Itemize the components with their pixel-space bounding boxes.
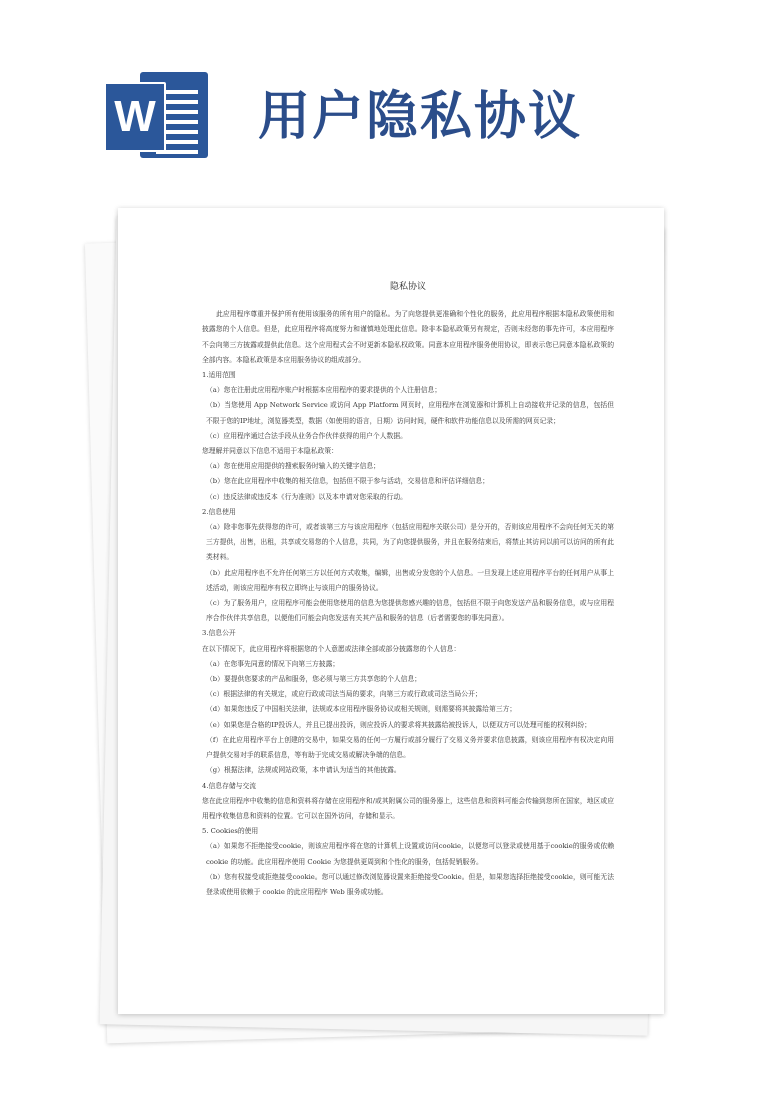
document-paragraph: （a）在您事先同意的情况下向第三方披露； — [206, 659, 340, 668]
document-paragraph: （d）如果您违反了中国相关法律，法规或本应用程序服务协议或相关规则，则需要将其披露给第三方； — [206, 705, 517, 714]
document-paragraph: 您在此应用程序中收集的信息和资料将存储在应用程序和/或其附属公司的服务器上，这些信息和资料可能会传输到您所在国家，地区或应用程序收集信息和资料的位置。它可以在国外访问，存储和显示。 — [202, 796, 614, 820]
paragraph-list — [202, 307, 614, 900]
header — [0, 0, 780, 200]
word-icon — [104, 68, 210, 162]
document-paragraph: （a）您在注册此应用程序账户时根据本应用程序的要求提供的个人注册信息； — [206, 386, 442, 395]
document-paragraph: 2.信息使用 — [202, 507, 236, 516]
document-body — [202, 280, 614, 900]
document-paragraph: （g）根据法律，法规或网站政策，本申请认为适当的其他披露。 — [206, 766, 401, 775]
document-paragraph: （c）为了服务用户，应用程序可能会使用您使用的信息为您提供您感兴趣的信息，包括但不限于向您发送产品和服务信息，或与应用程序合作伙伴共享信息，以便他们可能会向您发送有关其产品和服务的信息（后者需要您的事先同意）。 — [206, 599, 614, 623]
document-paragraph: （b）此应用程序也不允许任何第三方以任何方式收集，编辑，出售或分发您的个人信息。一旦发现上述应用程序平台的任何用户从事上述活动，则该应用程序有权立即终止与该用户的服务协议。 — [206, 568, 614, 592]
document-paragraph: 4.信息存储与交流 — [202, 781, 257, 790]
document-paragraph: （b）您有权接受或拒绝接受cookie。您可以通过修改浏览器设置来拒绝接受Cookie。但是，如果您选择拒绝接受cookie，则可能无法登录或使用依赖于 cookie 的此应用程序 Web 服务或功能。 — [206, 872, 614, 896]
document-paragraph: （a）如果您不拒绝接受cookie，则该应用程序将在您的计算机上设置或访问cookie，以便您可以登录或使用基于cookie的服务或依赖 cookie 的功能。此应用程序使用 Cookie 为您提供更周到和个性化的服务，包括促销服务。 — [206, 842, 614, 866]
document-paragraph: （c）根据法律的有关规定，或应行政或司法当局的要求，向第三方或行政或司法当局公开； — [206, 690, 482, 699]
document-paragraph: （c）应用程序通过合法手段从业务合作伙伴获得的用户个人数据。 — [206, 431, 407, 440]
document-paragraph: 5. Cookies的使用 — [202, 827, 259, 836]
document-paragraph: 1.适用范围 — [202, 371, 236, 380]
document-paragraph: （b）您在此应用程序中收集的相关信息，包括但不限于参与活动，交易信息和评估详细信息； — [206, 477, 490, 486]
document-paragraph: （b）当您使用 App Network Service 或访问 App Platform 网页时，应用程序在浏览器和计算机上自动接收并记录的信息，包括但不限于您的IP地址，浏览器类型，数据（如使用的语言，日期）访问时间，硬件和软件功能信息以及所需的网页记录； — [206, 401, 614, 425]
document-paragraph: 3.信息公开 — [202, 629, 236, 638]
document-page — [118, 208, 664, 1014]
document-paragraph: （a）您在使用应用提供的搜索服务时输入的关键字信息； — [206, 462, 380, 471]
word-icon-badge — [104, 82, 166, 152]
document-paragraph: （a）除非您事先获得您的许可，或者该第三方与该应用程序（包括应用程序关联公司）是分开的，否则该应用程序不会向任何无关的第三方提供，出售，出租，共享或交易您的个人信息，共同，为了向您提供服务，并且在服务结束后，将禁止其访问以前可以访问的所有此类材料。 — [206, 523, 614, 562]
document-paragraph: （e）如果您是合格的IP投诉人，并且已提出投诉，则应投诉人的要求将其披露给被投诉人，以便双方可以处理可能的权利纠纷； — [206, 720, 592, 729]
document-paragraph: 您理解并同意以下信息不适用于本隐私政策： — [202, 447, 338, 456]
document-paragraph: （b）要提供您要求的产品和服务，您必须与第三方共享您的个人信息； — [206, 675, 422, 684]
document-title: 隐私协议 — [389, 282, 426, 292]
document-paragraph: 在以下情况下，此应用程序将根据您的个人意愿或法律全部或部分披露您的个人信息： — [202, 644, 461, 653]
document-paragraph: （f）在此应用程序平台上创建的交易中，如果交易的任何一方履行或部分履行了交易义务并要求信息披露，则该应用程序有权决定向用户提供交易对手的联系信息，等有助于完成交易或解决争端的信息。 — [206, 735, 614, 760]
document-paragraph: 此应用程序尊重并保护所有使用该服务的所有用户的隐私。为了向您提供更准确和个性化的服务，此应用程序根据本隐私政策使用和披露您的个人信息。但是，此应用程序将高度努力和谨慎地处理此信息。除非本隐私政策另有规定，否则未经您的事先许可，本应用程序不会向第三方披露或提供此信息。这个应用程式会不时更新本隐私权政策。同意本应用程序服务使用协议，即表示您已同意本隐私政策的全部内容。本隐私政策是本应用服务协议的组成部分。 — [202, 310, 614, 364]
page-title: 用户隐私协议 — [258, 87, 583, 147]
word-icon-letter: W — [114, 92, 156, 141]
document-paragraph: （c）违反法律或违反本《行为准则》以及本申请对您采取的行动。 — [206, 492, 407, 501]
